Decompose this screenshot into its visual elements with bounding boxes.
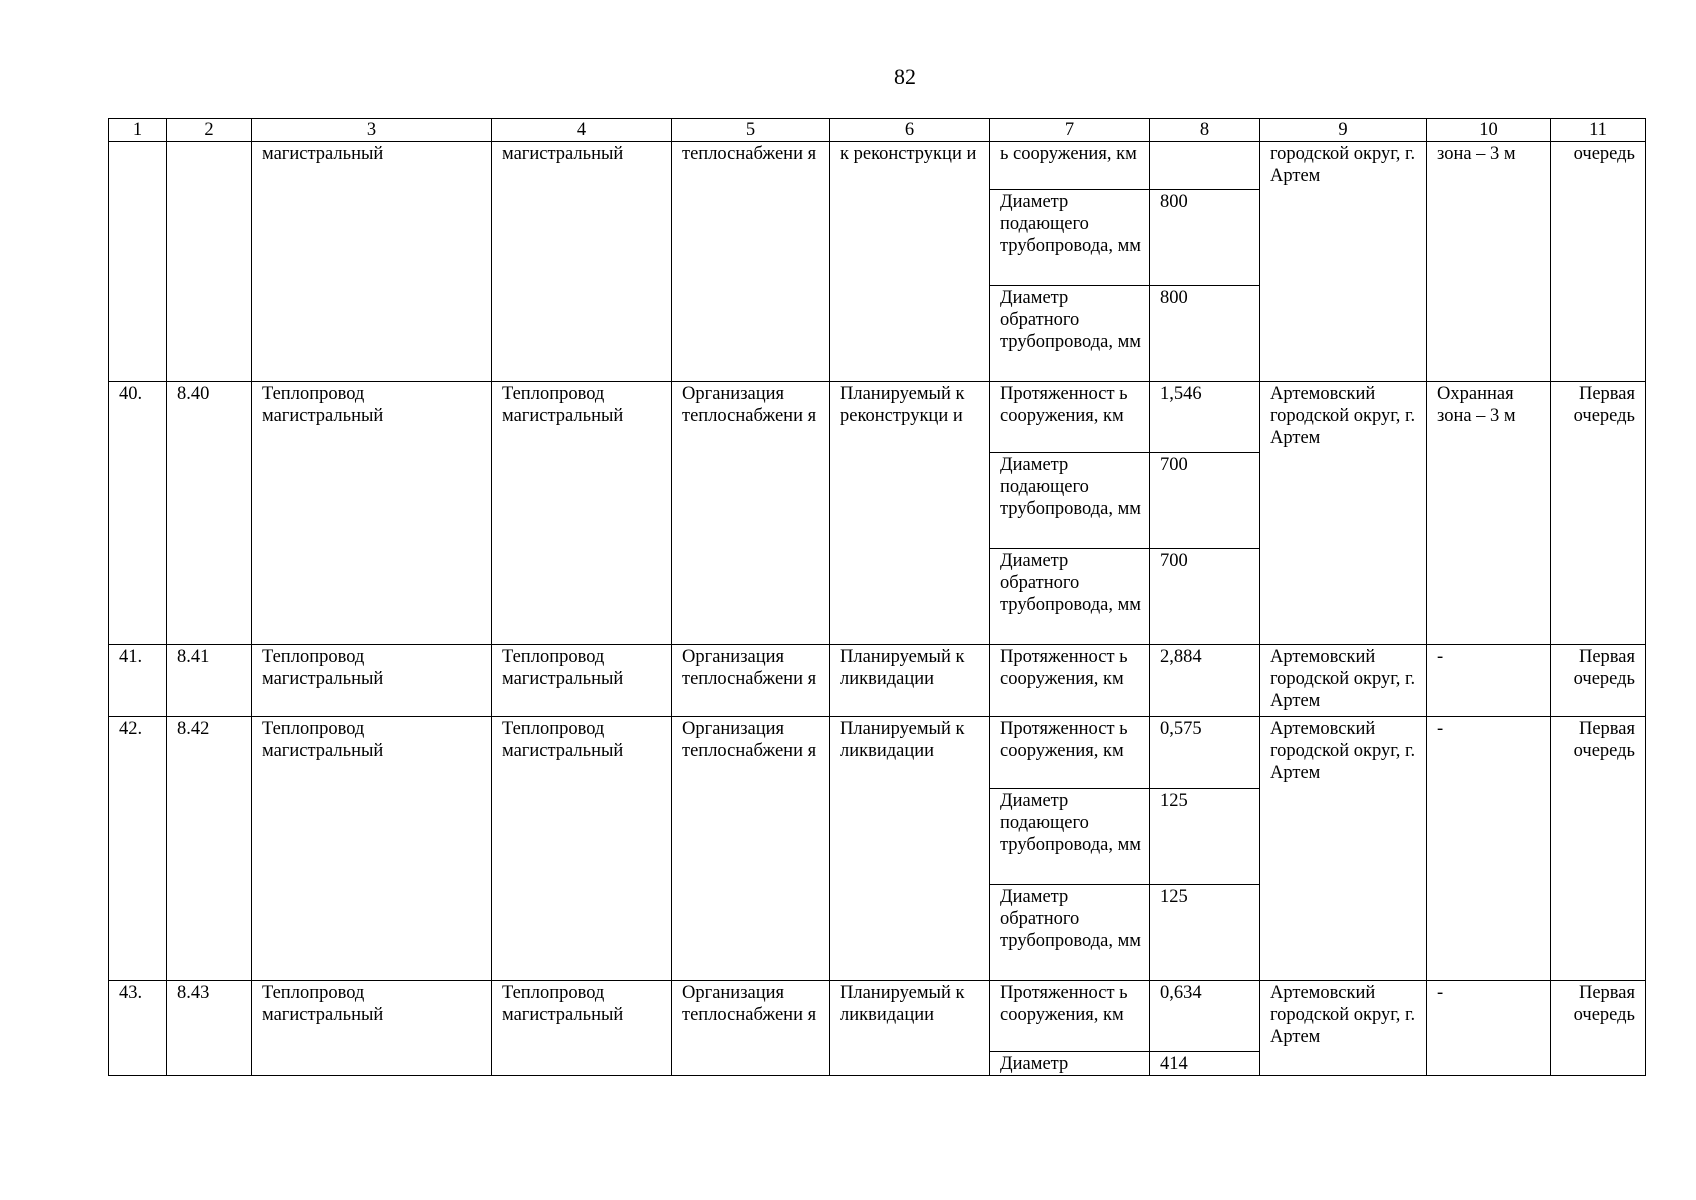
- cell-purpose: Организация теплоснабжени я: [672, 717, 830, 981]
- table-row: [109, 382, 1646, 453]
- column-header: 4: [492, 119, 672, 142]
- cell-queue: Первая очередь: [1551, 717, 1646, 981]
- cell-location: Артемовский городской округ, г. Артем: [1260, 382, 1427, 645]
- column-header: 5: [672, 119, 830, 142]
- column-header: 6: [830, 119, 990, 142]
- cell-purpose: Организация теплоснабжени я: [672, 645, 830, 717]
- cell-type: Теплопровод магистральный: [492, 645, 672, 717]
- table-row: [109, 717, 1646, 789]
- cell-code: 8.43: [167, 981, 252, 1076]
- column-header: 7: [990, 119, 1150, 142]
- cell-name: Теплопровод магистральный: [252, 382, 492, 645]
- cell-queue: очередь: [1551, 142, 1646, 382]
- cell-type: Теплопровод магистральный: [492, 981, 672, 1076]
- cell-param-value: 0,634: [1150, 981, 1260, 1052]
- cell-purpose: теплоснабжени я: [672, 142, 830, 382]
- cell-name: Теплопровод магистральный: [252, 717, 492, 981]
- cell-name: Теплопровод магистральный: [252, 981, 492, 1076]
- cell-param-value: 800: [1150, 190, 1260, 286]
- column-header: 8: [1150, 119, 1260, 142]
- cell-param-value: [1150, 142, 1260, 190]
- cell-param-value: 2,884: [1150, 645, 1260, 717]
- cell-num: 40.: [109, 382, 167, 645]
- cell-code: 8.42: [167, 717, 252, 981]
- cell-zone: зона – 3 м: [1427, 142, 1551, 382]
- column-header: 3: [252, 119, 492, 142]
- cell-num: 42.: [109, 717, 167, 981]
- cell-param-value: 1,546: [1150, 382, 1260, 453]
- cell-param-name: Диаметр обратного трубопровода, мм: [990, 885, 1150, 981]
- cell-purpose: Организация теплоснабжени я: [672, 382, 830, 645]
- cell-num: [109, 142, 167, 382]
- cell-queue: Первая очередь: [1551, 645, 1646, 717]
- cell-status: Планируемый к ликвидации: [830, 717, 990, 981]
- cell-param-name: Диаметр подающего трубопровода, мм: [990, 789, 1150, 885]
- cell-location: Артемовский городской округ, г. Артем: [1260, 645, 1427, 717]
- cell-type: магистральный: [492, 142, 672, 382]
- column-header: 1: [109, 119, 167, 142]
- cell-param-name: Диаметр: [990, 1052, 1150, 1076]
- column-header: 10: [1427, 119, 1551, 142]
- cell-param-name: ь сооружения, км: [990, 142, 1150, 190]
- column-header: 11: [1551, 119, 1646, 142]
- cell-param-value: 125: [1150, 789, 1260, 885]
- cell-queue: Первая очередь: [1551, 382, 1646, 645]
- cell-type: Теплопровод магистральный: [492, 717, 672, 981]
- cell-zone: -: [1427, 981, 1551, 1076]
- cell-param-value: 0,575: [1150, 717, 1260, 789]
- cell-param-name: Диаметр подающего трубопровода, мм: [990, 453, 1150, 549]
- cell-zone: Охранная зона – 3 м: [1427, 382, 1551, 645]
- cell-purpose: Организация теплоснабжени я: [672, 981, 830, 1076]
- cell-param-name: Диаметр подающего трубопровода, мм: [990, 190, 1150, 286]
- cell-param-name: Протяженност ь сооружения, км: [990, 645, 1150, 717]
- table-row: [109, 645, 1646, 717]
- cell-param-value: 700: [1150, 549, 1260, 645]
- cell-status: Планируемый к ликвидации: [830, 981, 990, 1076]
- cell-name: магистральный: [252, 142, 492, 382]
- cell-zone: -: [1427, 717, 1551, 981]
- cell-location: Артемовский городской округ, г. Артем: [1260, 981, 1427, 1076]
- cell-param-name: Диаметр обратного трубопровода, мм: [990, 286, 1150, 382]
- cell-param-name: Протяженност ь сооружения, км: [990, 981, 1150, 1052]
- cell-status: к реконструкци и: [830, 142, 990, 382]
- objects-table: [108, 118, 1646, 1076]
- cell-status: Планируемый к ликвидации: [830, 645, 990, 717]
- cell-num: 43.: [109, 981, 167, 1076]
- cell-name: Теплопровод магистральный: [252, 645, 492, 717]
- cell-param-value: 700: [1150, 453, 1260, 549]
- cell-location: Артемовский городской округ, г. Артем: [1260, 717, 1427, 981]
- cell-code: 8.40: [167, 382, 252, 645]
- cell-num: 41.: [109, 645, 167, 717]
- cell-param-name: Протяженност ь сооружения, км: [990, 382, 1150, 453]
- cell-code: 8.41: [167, 645, 252, 717]
- cell-param-value: 414: [1150, 1052, 1260, 1076]
- table-row: [109, 981, 1646, 1052]
- column-header: 9: [1260, 119, 1427, 142]
- column-header: 2: [167, 119, 252, 142]
- table-row: [109, 142, 1646, 190]
- table-header-row: [109, 119, 1646, 142]
- cell-zone: -: [1427, 645, 1551, 717]
- cell-queue: Первая очередь: [1551, 981, 1646, 1076]
- page-number: 82: [894, 64, 916, 89]
- cell-param-value: 125: [1150, 885, 1260, 981]
- cell-type: Теплопровод магистральный: [492, 382, 672, 645]
- cell-status: Планируемый к реконструкци и: [830, 382, 990, 645]
- cell-location: городской округ, г. Артем: [1260, 142, 1427, 382]
- cell-param-value: 800: [1150, 286, 1260, 382]
- cell-code: [167, 142, 252, 382]
- cell-param-name: Протяженност ь сооружения, км: [990, 717, 1150, 789]
- cell-param-name: Диаметр обратного трубопровода, мм: [990, 549, 1150, 645]
